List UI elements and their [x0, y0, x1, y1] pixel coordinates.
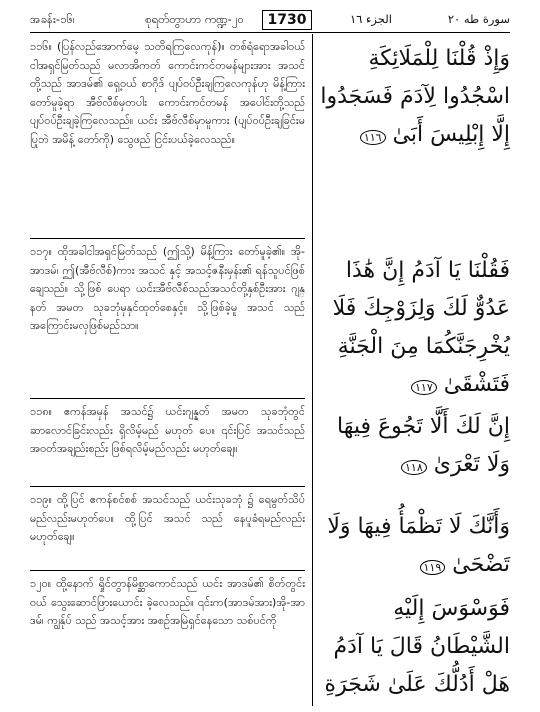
section-divider [30, 570, 305, 571]
arabic-text: إِنَّ لَكَ أَلَّا تَجُوعَ فِيهَا وَلَا تَعْرَىٰ [337, 414, 510, 477]
chapter-label: အခန်း-၁၆၊ [30, 12, 75, 26]
verse-number-marker: ١١٧ [411, 380, 437, 395]
translation-verse-117: ၁၁၇။ ထိုအခါငါအရှင်မြတ်သည် (ဤသို့) မိန့်ကြား တော်မူခဲ့၏။ အို-အာဒမ်၊ ဤ(အီဗ်လီစ်)ကား အသင် နှင့် အသင့်ဇနီးမှန်း၏ ရန်သူပင်ဖြစ်ချေသည်။ သို့ဖြစ် ပေရာ ယင်းအီဗ်လီစ်သည်အသင်တို့နှစ်ဦးအား ဂျန္နတ် အမတ သုခဘုံမှနှင်ထုတ်စေနှင့်။ သို့ဖြစ်ခဲ့မူ အသင် သည် အကြောင်းမလှဖြစ်မည်သာ။ [30, 245, 305, 333]
arabic-verse-117 [318, 252, 510, 407]
arabic-verse-118 [318, 408, 510, 487]
column-divider [312, 34, 313, 706]
arabic-text: وَأَنَّكَ لَا تَظْمَأُ فِيهَا وَلَا تَضْحَىٰ [327, 514, 510, 577]
verse-number-marker: ١١٨ [401, 460, 427, 475]
arabic-text: فَوَسْوَسَ إِلَيْهِ الشَّيْطَانُ قَالَ يَا آدَمُ هَلْ أَدُلُّكَ عَلَىٰ شَجَرَةِ [324, 596, 510, 697]
arabic-verse-120 [318, 590, 510, 704]
section-label: စုရတ်တွာဟာ ကဏ္ဍ-၂၀ [145, 12, 244, 26]
translation-verse-116: ၁၁၆။ (ပြန်လည်အောက်မေ့ သတိရကြလေကုန်)။ တစ်ရံရောအခါဝယ် ငါအရှင်မြတ်သည် မလာအိကတ် ကောင်းကင်တမန်များအား အသင်တို့သည် အာဒမ်၏ ရှေ့ဝယ် စာဂိုဒ် ပျပ်ဝပ်ဦးချကြလေကုန်ဟု မိန့်ကြား တော်မူခဲ့ရာ အီဗ်လီစ်မှတပါး ကောင်းကင်တမန် အပေါင်းတို့သည် ပျပ်ဝပ်ဦးချခဲ့ကြလေသည်။ ယင်း အီဗ်လီစ်မှာမူကား (ပျပ်ဝပ်ဦးချခြင်းမပြုဘဲ အမိန့် တော်ကို) သွေဖည် ငြင်းပယ်ခဲ့လေသည်။ [30, 40, 305, 146]
page-number: 1730 [262, 10, 312, 30]
verse-number-marker: ١١٦ [360, 130, 386, 145]
verse-number-marker: ١١٩ [420, 560, 446, 575]
section-divider [30, 238, 305, 239]
page-header [30, 10, 510, 32]
arabic-verse-116 [318, 40, 510, 157]
translation-verse-120: ၁၂၀။ ထို့နောက် ရှိုင်တွာန်မိစ္ဆာကောင်သည် ယင်း အာဒမ်၏ စိတ်တွင်းဝယ် သွေးဆောင်ဖြားယောင်း ခဲ့လေသည်။ ၎င်းက(အာဒမ်အား)အို-အာဒမ်၊ ကျွန်ုပ် သည် အသင့်အား အစဉ်အမြဲရှင်နေသော သစ်ပင်ကို [30, 577, 305, 628]
surah-label: سورة طه ٢٠ [447, 12, 510, 26]
header-rule [30, 32, 510, 33]
section-divider [30, 486, 305, 487]
arabic-text: وَإِذْ قُلْنَا لِلْمَلَائِكَةِ اسْجُدُوا لِآدَمَ فَسَجَدُوا إِلَّا إِبْلِيسَ أَبَىٰ [320, 46, 510, 147]
arabic-verse-119 [318, 508, 510, 587]
translation-verse-118: ၁၁၈။ ဧကန်အမှန် အသင်၌ ယင်းဂျန္နတ် အမတ သုခဘုံတွင် ဆာလောင်ခြင်းလည်း ရှိလိမ့်မည် မဟုတ် ပေ။ ၎င်းပြင် အသင်သည် အဝတ်အချည်းစည်း ဖြစ်ရလိမ့်မည်လည်း မဟုတ်ချေ။ [30, 405, 305, 456]
translation-verse-119: ၁၁၉။ ထို့ပြင် ဧကန်စင်စစ် အသင်သည် ယင်းသုခဘုံ ၌ ရေမွတ်သိပ်မည်လည်းမဟုတ်ပေ။ ထို့ပြင် အသင် သည် နေပူခံရမည်လည်း မဟုတ်ချေ။ [30, 493, 305, 544]
juz-label: الجزء ١٦ [350, 12, 392, 26]
arabic-text: فَقُلْنَا يَا آدَمُ إِنَّ هَٰذَا عَدُوٌّ لَكَ وَلِزَوْجِكَ فَلَا يُخْرِجَنَّكُمَا مِنَ الْجَنَّةِ فَتَشْقَىٰ [332, 258, 510, 397]
section-divider [30, 398, 305, 399]
